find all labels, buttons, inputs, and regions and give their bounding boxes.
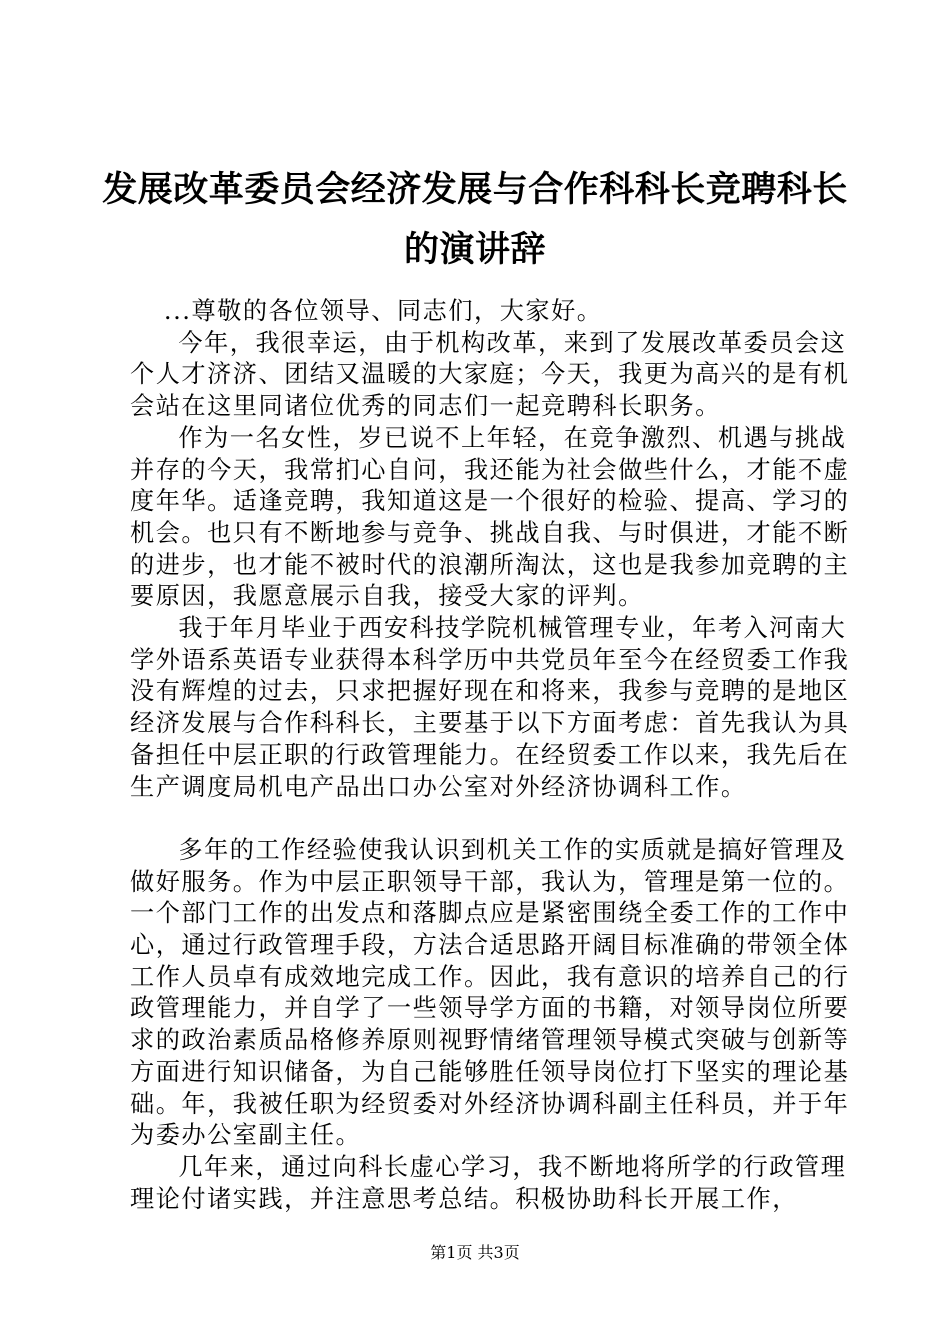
document-body xyxy=(130,296,852,1215)
paragraph: 我于年月毕业于西安科技学院机械管理专业，年考入河南大学外语系英语专业获得本科学历中共党员年至今在经贸委工作我没有辉煌的过去，只求把握好现在和将来，我参与竞聘的是地区经济发展与合作科科长，主要基于以下方面考虑：首先我认为具备担任中层正职的行政管理能力。在经贸委工作以来，我先后在生产调度局机电产品出口办公室对外经济协调科工作。 xyxy=(130,614,850,801)
document-title: 发展改革委员会经济发展与合作科科长竞聘科长的演讲辞 xyxy=(102,169,848,270)
paragraph: 多年的工作经验使我认识到机关工作的实质就是搞好管理及做好服务。作为中层正职领导干部，我认为，管理是第一位的。一个部门工作的出发点和落脚点应是紧密围绕全委工作的工作中心，通过行政管理手段，方法合适思路开阔目标准确的带领全体工作人员卓有成效地完成工作。因此，我有意识的培养自己的行政管理能力，并自学了一些领导学方面的书籍，对领导岗位所要求的政治素质品格修养原则视野情绪管理领导模式突破与创新等方面进行知识储备，为自己能够胜任领导岗位打下坚实的理论基础。年，我被任职为经贸委对外经济协调科副主任科员，并于年为委办公室副主任。 xyxy=(130,835,850,1150)
page-number-footer: 第1页 共3页 xyxy=(430,1243,520,1262)
paragraph: 几年来，通过向科长虚心学习，我不断地将所学的行政管理理论付诸实践，并注意思考总结。积极协助科长开展工作， xyxy=(130,1152,847,1213)
paragraph: 今年，我很幸运，由于机构改革，来到了发展改革委员会这个人才济济、团结又温暖的大家庭；今天，我更为高兴的是有机会站在这里同诸位优秀的同志们一起竞聘科长职务。 xyxy=(130,328,850,421)
paragraph-greeting: ...尊敬的各位领导、同志们，大家好。 xyxy=(163,297,603,325)
paragraph: 作为一名女性，岁已说不上年轻，在竞争激烈、机遇与挑战并存的今天，我常扪心自问，我还能为社会做些什么，才能不虚度年华。适逢竞聘，我知道这是一个很好的检验、提高、学习的机会。也只有不断地参与竞争、挑战自我、与时俱进，才能不断的进步，也才能不被时代的浪潮所淘汰，这也是我参加竞聘的主要原因，我愿意展示自我，接受大家的评判。 xyxy=(130,423,850,611)
